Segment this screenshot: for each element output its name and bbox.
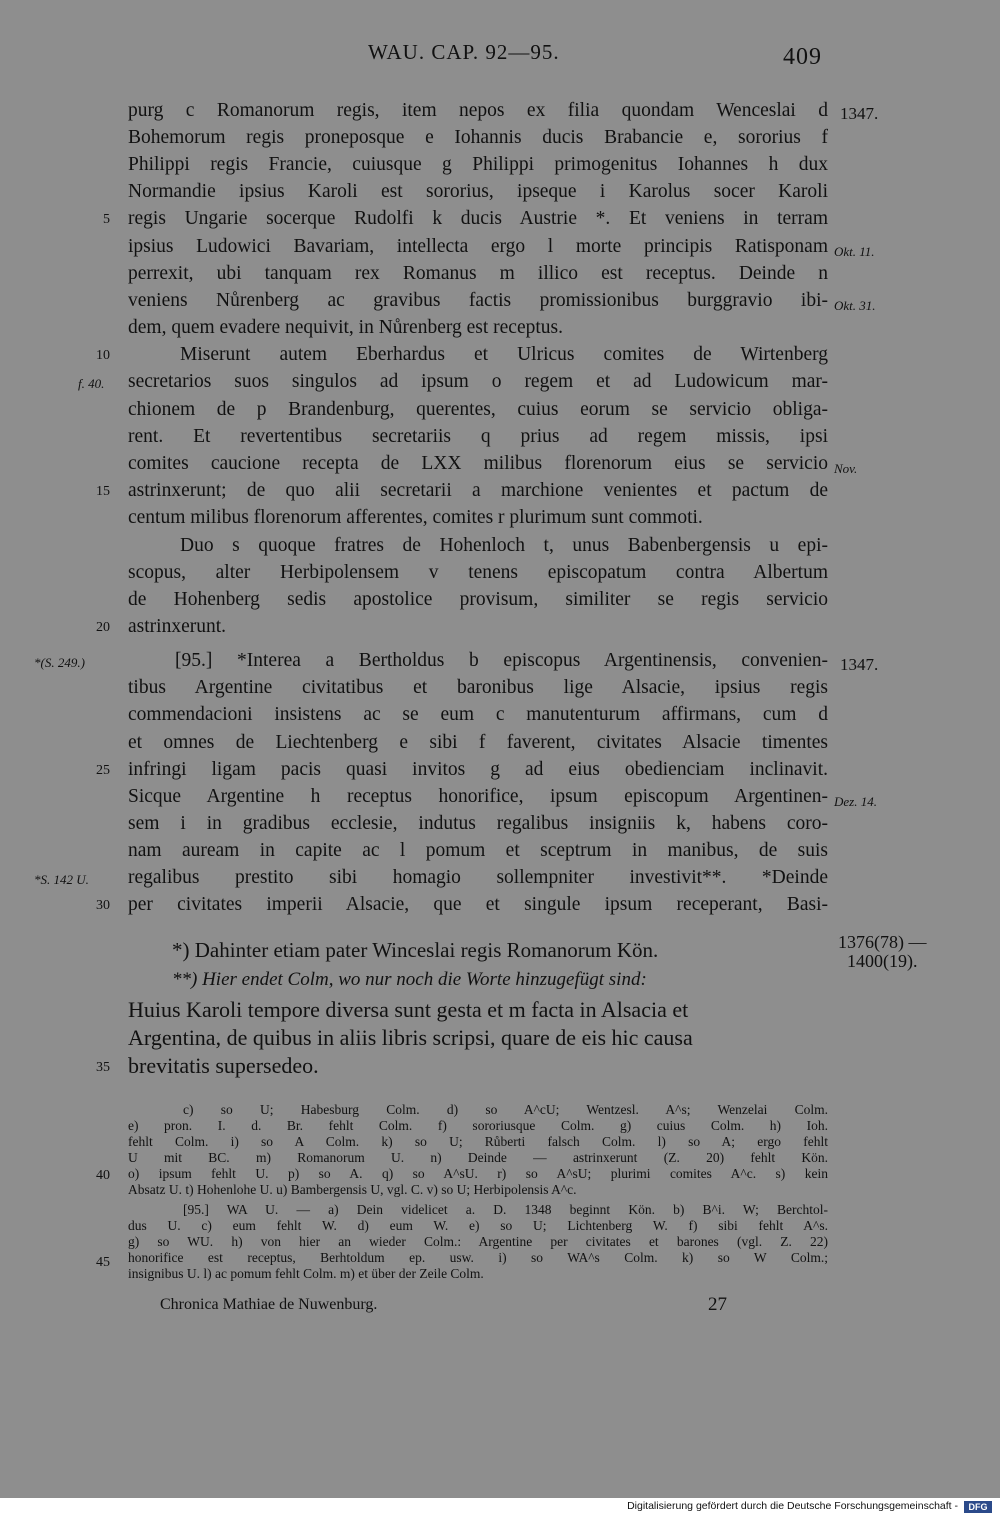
line-number: 10 bbox=[96, 348, 110, 363]
right-margin-date: Dez. 14. bbox=[834, 794, 877, 809]
line-number: 35 bbox=[96, 1060, 110, 1075]
body-line: astrinxerunt. bbox=[128, 616, 227, 637]
right-margin-date: Okt. 31. bbox=[834, 298, 876, 313]
apparatus-line: o) ipsum fehlt U. p) so A. q) so A^sU. r) so A^sU; plurimi comites A^c. s) kein bbox=[128, 1166, 828, 1181]
line-number: 30 bbox=[96, 898, 110, 913]
running-title: WAU. CAP. 92—95. bbox=[368, 40, 560, 64]
body-line: et omnes de Liechtenberg e sibi f faverent, civitates Alsacie timentes bbox=[128, 732, 828, 753]
apparatus-line: insignibus U. l) ac pomum fehlt Colm. m) et über der Zeile Colm. bbox=[128, 1266, 484, 1281]
body-line: Sicque Argentine h receptus honorifice, ipsum episcopum Argentinen- bbox=[128, 786, 828, 807]
page-number: 409 bbox=[783, 44, 822, 70]
body-line: comites caucione recepta de LXX milibus florenorum eius se servicio bbox=[128, 453, 828, 474]
body-line: veniens Nůrenberg ac gravibus factis promissionibus burggravio ibi- bbox=[128, 290, 828, 311]
body-line: centum milibus florenorum afferentes, comites r plurimum sunt commoti. bbox=[128, 507, 703, 528]
body-line: [95.] *Interea a Bertholdus b episcopus Argentinensis, convenien- bbox=[175, 650, 828, 671]
line-number: 5 bbox=[103, 212, 110, 227]
body-line: rent. Et revertentibus secretariis q prius ad regem missis, ipsi bbox=[128, 426, 828, 447]
line-number: 25 bbox=[96, 763, 110, 778]
right-footer-date: 1376(78) — 1400(19). bbox=[838, 932, 927, 971]
body-line: tibus Argentine civitatibus et baronibus lige Alsacie, ipsius regis bbox=[128, 677, 828, 698]
body-line: regalibus prestito sibi homagio sollempniter investivit**. *Deinde bbox=[128, 867, 828, 888]
body-line: Miserunt autem Eberhardus et Ulricus comites de Wirtenberg bbox=[180, 344, 828, 365]
footnote-line: **) Hier endet Colm, wo nur noch die Worte hinzugefügt sind: bbox=[172, 969, 647, 990]
footnote-line: *) Dahinter etiam pater Winceslai regis Romanorum Kön. bbox=[172, 938, 659, 962]
right-margin-year: 1347. bbox=[840, 104, 879, 123]
body-line: scopus, alter Herbipolensem v tenens episcopatum contra Albertum bbox=[128, 562, 828, 583]
line-number: 15 bbox=[96, 484, 110, 499]
left-margin-note: *(S. 249.) bbox=[34, 655, 85, 670]
body-line: ipsius Ludowici Bavariam, intellecta ergo l morte principis Ratisponam bbox=[128, 236, 828, 257]
body-line: regis Ungarie socerque Rudolfi k ducis Austrie *. Et veniens in terram bbox=[128, 208, 828, 229]
body-line: sem i in gradibus ecclesie, indutus regalibus insigniis k, habens coro- bbox=[128, 813, 828, 834]
body-line: chionem de p Brandenburg, querentes, cuius eorum se servicio obliga- bbox=[128, 399, 828, 420]
body-line: de Hohenberg sedis apostolice provisum, similiter se regis servicio bbox=[128, 589, 828, 610]
body-line: per civitates imperii Alsacie, que et singule ipsum receperant, Basi- bbox=[128, 894, 828, 915]
left-margin-note: f. 40. bbox=[78, 376, 105, 391]
right-margin-date: Okt. 11. bbox=[834, 244, 875, 259]
body-line: nam auream in capite ac l pomum et sceptrum in manibus, de suis bbox=[128, 840, 828, 861]
left-margin-note: *S. 142 U. bbox=[34, 872, 89, 887]
apparatus-line: dus U. c) eum fehlt W. d) eum W. e) so U; Lichtenberg W. f) sibi fehlt A^s. bbox=[128, 1218, 828, 1233]
body-line: Duo s quoque fratres de Hohenloch t, unus Babenbergensis u epi- bbox=[180, 535, 828, 556]
apparatus-line: e) pron. I. d. Br. fehlt Colm. f) sororiusque Colm. g) cuius Colm. h) Ioh. bbox=[128, 1118, 828, 1133]
line-number: 40 bbox=[96, 1168, 110, 1183]
apparatus-line: U mit BC. m) Romanorum U. n) Deinde — astrinxerunt (Z. 20) fehlt Kön. bbox=[128, 1150, 828, 1165]
body-line: perrexit, ubi tanquam rex Romanus m illico est receptus. Deinde n bbox=[128, 263, 828, 284]
apparatus-line: honorifice est receptus, Berhtoldum ep. usw. i) so WA^s Colm. k) so W Colm.; bbox=[128, 1250, 828, 1265]
apparatus-line: fehlt Colm. i) so A Colm. k) so U; Růberti falsch Colm. l) so A; ergo fehlt bbox=[128, 1134, 828, 1149]
right-margin-date: Nov. bbox=[834, 461, 858, 476]
apparatus-line: Absatz U. t) Hohenlohe U. u) Bambergensis U, vgl. C. v) so U; Herbipolensis A^c. bbox=[128, 1182, 577, 1197]
line-number: 45 bbox=[96, 1255, 110, 1270]
line-number: 20 bbox=[96, 620, 110, 635]
body-line: commendacioni insistens ac se eum c manutenturum affirmans, cum d bbox=[128, 704, 828, 725]
body-line: astrinxerunt; de quo alii secretarii a marchione venientes et pactum de bbox=[128, 480, 828, 501]
signature-text: Chronica Mathiae de Nuwenburg. bbox=[160, 1296, 378, 1313]
apparatus-line: [95.] WA U. — a) Dein videlicet a. D. 1348 beginnt Kön. b) B^i. W; Berchtol- bbox=[183, 1202, 828, 1217]
body-line: purg c Romanorum regis, item nepos ex filia quondam Wenceslai d bbox=[128, 100, 828, 121]
body-line: secretarios suos singulos ad ipsum o regem et ad Ludowicum mar- bbox=[128, 371, 828, 392]
footnote-line: Argentina, de quibus in aliis libris scripsi, quare de eis hic causa bbox=[128, 1025, 693, 1050]
body-line: dem, quem evadere nequivit, in Nůrenberg est receptus. bbox=[128, 317, 563, 338]
body-line: Philippi regis Francie, cuiusque g Philippi primogenitus Iohannes h dux bbox=[128, 154, 828, 175]
apparatus-line: c) so U; Habesburg Colm. d) so A^cU; Wentzesl. A^s; Wenzelai Colm. bbox=[183, 1102, 828, 1117]
body-line: Bohemorum regis proneposque e Iohannis ducis Brabancie e, sororius f bbox=[128, 127, 828, 148]
apparatus-line: g) so WU. h) von hier an wieder Colm.: Argentine per civitates et barones (vgl. Z. 22) bbox=[128, 1234, 828, 1249]
body-line: Normandie ipsius Karoli est sororius, ipseque i Karolus socer Karoli bbox=[128, 181, 828, 202]
footnote-line: brevitatis supersedeo. bbox=[128, 1053, 319, 1078]
right-margin-year: 1347. bbox=[840, 655, 879, 674]
signature-number: 27 bbox=[708, 1294, 727, 1315]
body-line: infringi ligam pacis quasi invitos g ad eius obedienciam inclinavit. bbox=[128, 759, 828, 780]
dfg-credit: Digitalisierung gefördert durch die Deutsche Forschungsgemeinschaft - bbox=[627, 1500, 958, 1512]
footnote-line: Huius Karoli tempore diversa sunt gesta et m facta in Alsacia et bbox=[128, 997, 689, 1022]
dfg-logo-icon: DFG bbox=[964, 1501, 992, 1513]
